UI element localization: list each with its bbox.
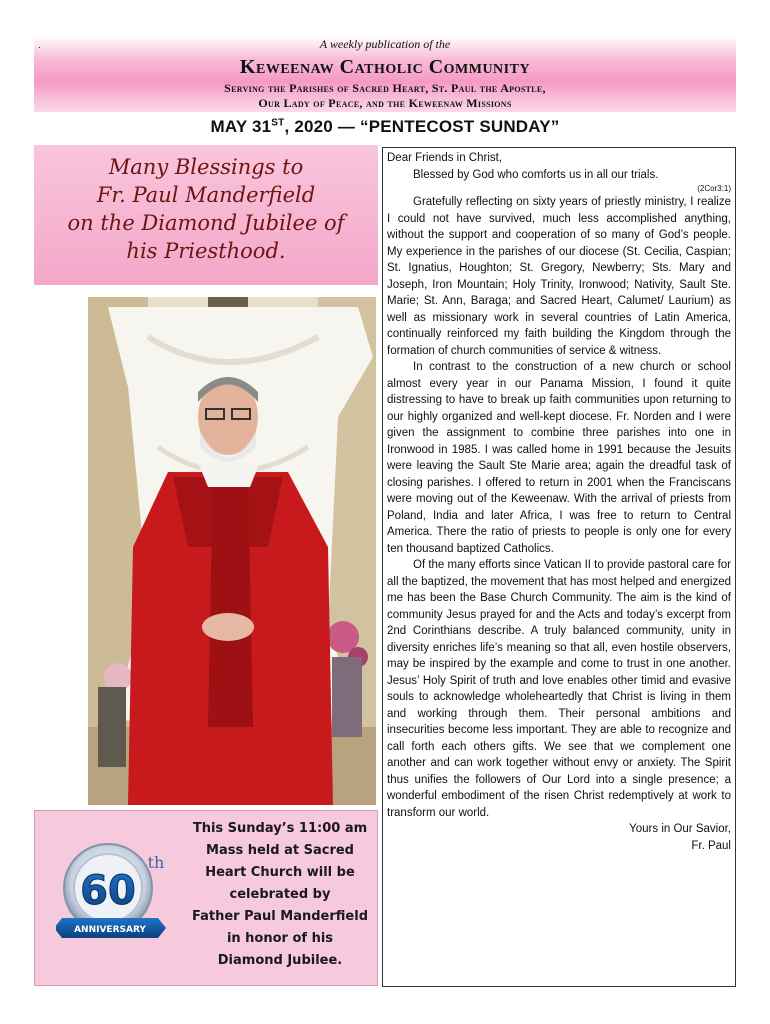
priest-photo-illustration: [88, 297, 376, 805]
letter-paragraph-3: Of the many efforts since Vatican II to provide pastoral care for all the baptized, the movement that has most helped and energized me has been the Base Church Community. The aim is the kind of community Jesus prayed for and the Acts and today’s excerpt from 2nd Corinthians describe. A truly balanced community, unity in diversity enriches life’s meaning so that all, even hostile observers, may be inspired by the example and come to trust in one another. Jesus’ Holy Spirit of truth and love enables other timid and evasive souls to acknowledge wholeheartedly that Christ is living in them and working through them. Their personal ambitions and insecurities become less important. They are able to recognize and call forth each others gifts. We see that we complement one another and can work together without envy or anxiety. The Spirit thus unifies the followers of Our Lord into a single presence; a wonderful embodiment of the risen Christ redemptively at work to transform our world.: [387, 559, 731, 819]
notice-line-7: Diamond Jubilee.: [217, 953, 343, 968]
notice-line-3: Heart Church will be: [205, 865, 355, 880]
date-suffix: ST: [271, 117, 285, 129]
subtitle-line-2: Our Lady of Peace, and the Keweenaw Missions: [258, 96, 512, 110]
badge-number: 60: [80, 868, 136, 914]
badge-label: ANNIVERSARY: [74, 925, 146, 935]
subtitle-line-1: Serving the Parishes of Sacred Heart, St. Paul the Apostle,: [224, 81, 546, 95]
tagline: A weekly publication of the: [319, 37, 451, 51]
priest-photo: [88, 297, 376, 805]
letter-verse-ref: (2Cor3:1): [697, 184, 731, 193]
notice-line-2: Mass held at Sacred: [206, 843, 354, 858]
date-prefix: MAY 31: [210, 117, 272, 136]
notice-line-6: in honor of his: [226, 931, 334, 946]
blessing-line-1: Many Blessings to: [108, 155, 304, 179]
letter-closing: Yours in Our Savior,: [629, 823, 731, 835]
letter-greeting: Dear Friends in Christ,: [387, 152, 503, 164]
anniversary-badge-icon: [56, 838, 168, 948]
blessing-line-2: Fr. Paul Manderfield: [96, 183, 316, 207]
notice-line-1: This Sunday’s 11:00 am: [192, 821, 368, 836]
letter-paragraph-2: In contrast to the construction of a new church or school almost every year in our Panama Mission, I found it quite distressing to have to break up faith communities upon returning to our highly organized and well-kept diocese. Fr. Norden and I were given the assignment to combine three parishes into one in Ironwood in 1985. I was called home in 1991 because the Jesuits were leaving the Sault Ste Marie area; again the dreadful task of closing parishes. I offered to return in 2001 when the Franciscans were moving out of the Keweenaw. With the arrival of priests from Poland, India and later Africa, I was free to return to Central America. There the ratio of priests to people is only one for every ten thousand baptized Catholics.: [387, 361, 731, 555]
notice-line-4: celebrated by: [229, 887, 331, 902]
notice-line-5: Father Paul Manderfield: [191, 909, 368, 924]
letter-signature: Fr. Paul: [691, 839, 731, 852]
issue-date: [0, 117, 770, 137]
badge-suffix: th: [147, 853, 165, 872]
date-rest: , 2020 — “PENTECOST SUNDAY”: [284, 117, 560, 136]
letter-paragraph-1: Gratefully reflecting on sixty years of priestly ministry, I realize I could not have survived, much less accomplished anything, without the support and cooperation of so many of God’s people. My experience in the parishes of our diocese (St. Cecilia, Caspian; St. Ignatius, Houghton; St. Gregory, Newberry; Sts. Mary and Joseph, Iron Mountain; Holy Trinity, Ironwood; Nativity, Sault Ste. Marie; St. Ann, Baraga; and Sacred Heart, Calumet/ Laurium) as well as missionary work in several countries of Latin America, continually reinforced my faith building the Kingdom through the formation of church communities of service & witness.: [387, 196, 731, 357]
mass-notice-text: [185, 818, 375, 972]
publication-title: Keweenaw Catholic Community: [239, 56, 531, 78]
blessing-line-3: on the Diamond Jubilee of: [67, 211, 345, 235]
corner-mark: .: [38, 40, 41, 51]
blessing-text: [34, 153, 378, 265]
letter-verse: Blessed by God who comforts us in all our trials.: [413, 168, 659, 181]
letter-body: [387, 150, 731, 854]
blessing-line-4: his Priesthood.: [126, 239, 286, 263]
blessing-box: [34, 145, 378, 285]
